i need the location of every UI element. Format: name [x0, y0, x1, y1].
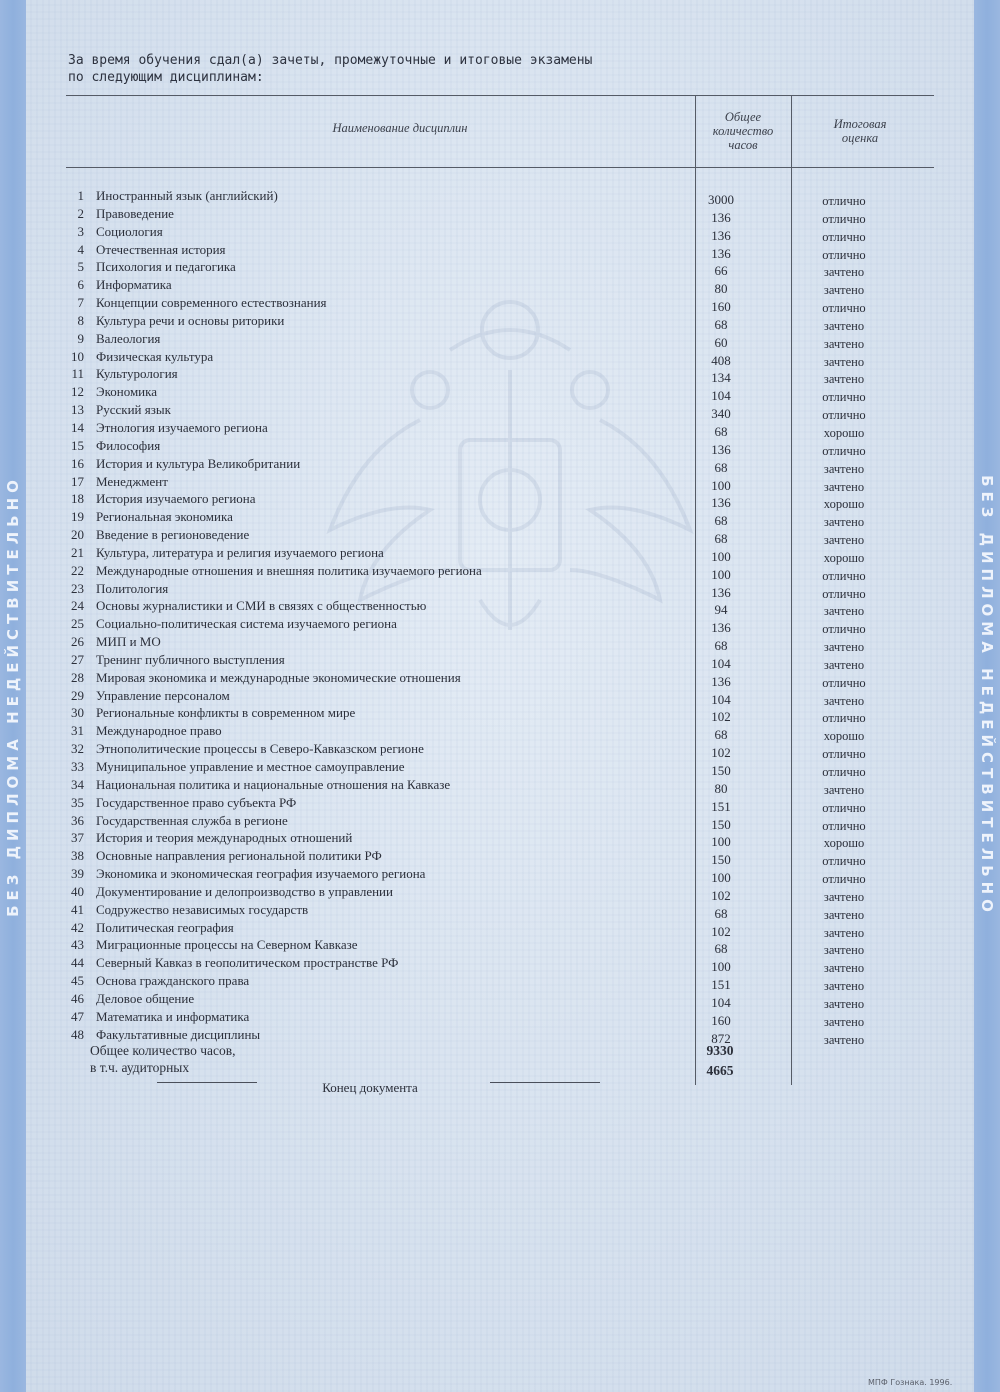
- hours-value: 102: [711, 887, 731, 903]
- hours-value: 100: [711, 834, 731, 850]
- discipline-name: Основные направления региональной политики РФ: [96, 848, 382, 864]
- discipline-name: Экономика и экономическая география изучаемого региона: [96, 866, 426, 882]
- discipline-name: Этнология изучаемого региона: [96, 419, 268, 435]
- discipline-name: Валеология: [96, 330, 161, 346]
- row-number: 28: [71, 669, 84, 685]
- row-number: 8: [77, 312, 84, 328]
- end-rule-right: [490, 1082, 600, 1083]
- hours-value: 160: [711, 1012, 731, 1028]
- grade-value: отлично: [822, 765, 866, 779]
- hours-value: 104: [711, 388, 731, 404]
- row-number: 21: [71, 544, 84, 560]
- grade-value: отлично: [822, 872, 866, 887]
- table-row: [0, 812, 1000, 833]
- discipline-name: Русский язык: [96, 402, 171, 418]
- discipline-name: Государственное право субъекта РФ: [96, 794, 297, 810]
- grade-value: хорошо: [823, 550, 865, 565]
- row-number: 32: [71, 741, 84, 757]
- table-row: [0, 258, 1000, 280]
- discipline-name: Деловое общение: [96, 990, 195, 1006]
- discipline-name: Региональные конфликты в современном мире: [96, 705, 356, 721]
- row-number: 15: [71, 437, 84, 453]
- discipline-name: Психология и педагогика: [96, 259, 236, 275]
- hours-value: 872: [711, 1030, 731, 1046]
- grade-value: зачтено: [823, 604, 865, 619]
- grade-value: зачтено: [823, 533, 865, 548]
- discipline-name: Содружество независимых государств: [96, 901, 309, 917]
- table-row: [0, 722, 1000, 744]
- table-row: [0, 294, 1000, 316]
- grade-value: зачтено: [823, 996, 865, 1011]
- table-row: [0, 704, 1000, 726]
- grade-value: хорошо: [823, 497, 865, 512]
- row-number: 45: [71, 973, 84, 989]
- table-row: [0, 580, 1000, 601]
- grade-value: отлично: [822, 443, 866, 458]
- grade-value: зачтено: [823, 907, 865, 922]
- end-rule-left: [157, 1082, 257, 1083]
- discipline-table: [0, 187, 1000, 1047]
- discipline-name: Этнополитические процессы в Северо-Кавказском регионе: [96, 741, 424, 757]
- grade-value: хорошо: [823, 729, 865, 744]
- table-row: [0, 901, 1000, 922]
- hours-value: 151: [711, 798, 731, 814]
- table-row: [0, 223, 1000, 244]
- grade-value: зачтено: [823, 515, 865, 530]
- row-number: 11: [71, 366, 84, 382]
- grade-value: зачтено: [823, 461, 865, 476]
- hours-value: 3000: [708, 192, 734, 207]
- grade-value: зачтено: [823, 479, 865, 494]
- hours-value: 151: [711, 977, 731, 993]
- discipline-name: Международные отношения и внешняя политика изучаемого региона: [96, 562, 482, 578]
- discipline-name: Северный Кавказ в геополитическом пространстве РФ: [96, 955, 399, 971]
- grade-value: зачтено: [823, 354, 865, 369]
- row-number: 35: [71, 794, 84, 810]
- row-number: 13: [71, 402, 84, 418]
- grade-value: отлично: [822, 800, 866, 815]
- hours-value: 104: [711, 994, 731, 1010]
- discipline-name: Социально-политическая система изучаемого региона: [96, 616, 397, 632]
- discipline-name: Документирование и делопроизводство в управлении: [96, 883, 393, 899]
- table-top-border: [66, 95, 934, 96]
- grade-value: зачтено: [823, 889, 865, 904]
- discipline-name: Культура, литература и религия изучаемого региона: [96, 544, 384, 560]
- hours-value: 136: [711, 620, 731, 636]
- hours-value: 100: [711, 477, 731, 493]
- grade-value: зачтено: [823, 925, 865, 940]
- discipline-name: Информатика: [96, 277, 172, 293]
- grade-value: отлично: [822, 301, 866, 316]
- hours-value: 68: [714, 638, 728, 654]
- table-row: [0, 526, 1000, 548]
- row-number: 7: [77, 295, 84, 311]
- hours-value: 136: [711, 584, 731, 600]
- table-row: [0, 954, 1000, 976]
- left-stripe-text: БЕЗ ДИПЛОМА НЕДЕЙСТВИТЕЛЬНО: [4, 475, 22, 917]
- hours-value: 100: [711, 959, 731, 975]
- hours-value: 136: [711, 441, 731, 457]
- grade-value: отлично: [822, 747, 866, 762]
- grade-value: зачтено: [823, 283, 865, 298]
- grade-value: зачтено: [823, 657, 865, 672]
- row-number: 40: [71, 883, 84, 899]
- grade-value: отлично: [822, 586, 866, 601]
- grade-value: отлично: [822, 854, 866, 869]
- table-row: [0, 544, 1000, 565]
- row-number: 46: [71, 990, 84, 1006]
- row-number: 22: [71, 562, 84, 578]
- table-row: [0, 419, 1000, 440]
- row-number: 18: [71, 491, 84, 507]
- row-number: 19: [71, 509, 84, 525]
- discipline-name: Математика и информатика: [96, 1008, 250, 1024]
- row-number: 38: [71, 848, 84, 864]
- table-row: [0, 597, 1000, 619]
- table-row: [0, 794, 1000, 815]
- grade-value: отлично: [822, 568, 866, 583]
- discipline-name: Философия: [96, 437, 161, 453]
- table-row: [0, 330, 1000, 351]
- hours-value: 136: [711, 227, 731, 243]
- table-row: [0, 490, 1000, 512]
- row-number: 47: [71, 1008, 84, 1024]
- hours-value: 68: [714, 905, 728, 921]
- printer-imprint: МПФ Гознака. 1996.: [868, 1378, 953, 1387]
- table-row: [0, 990, 1000, 1011]
- hours-value: 60: [714, 334, 728, 350]
- table-row: [0, 936, 1000, 958]
- table-row: [0, 776, 1000, 797]
- total-hours-row: [0, 1043, 1000, 1061]
- discipline-name: Политология: [96, 580, 169, 596]
- discipline-name: Менеджмент: [96, 473, 168, 489]
- row-number: 17: [71, 473, 84, 489]
- discipline-name: Мировая экономика и международные экономические отношения: [96, 669, 461, 685]
- discipline-name: МИП и МО: [96, 634, 161, 650]
- row-number: 24: [71, 598, 84, 614]
- row-number: 42: [71, 919, 84, 935]
- hours-value: 136: [711, 495, 731, 511]
- discipline-name: Факультативные дисциплины: [96, 1026, 261, 1042]
- hours-value: 102: [711, 709, 731, 725]
- classroom-hours-row: [0, 1060, 1000, 1078]
- discipline-name: Экономика: [96, 384, 158, 400]
- discipline-name: История и теория международных отношений: [96, 830, 353, 846]
- heading-line-1: За время обучения сдал(а) зачеты, промежуточные и итоговые экзамены: [68, 53, 593, 68]
- end-of-document-text: Конец документа: [322, 1080, 418, 1095]
- table-row: [0, 972, 1000, 994]
- grade-value: хорошо: [823, 425, 865, 440]
- row-number: 48: [71, 1026, 84, 1042]
- row-number: 2: [77, 205, 84, 221]
- row-number: 37: [71, 830, 84, 846]
- discipline-name: Основа гражданского права: [96, 973, 250, 989]
- grade-value: зачтено: [823, 979, 865, 994]
- hours-value: 68: [714, 531, 728, 547]
- row-number: 23: [71, 580, 84, 596]
- grade-value: зачтено: [823, 336, 865, 351]
- discipline-name: Концепции современного естествознания: [96, 295, 327, 311]
- hours-value: 102: [711, 923, 731, 939]
- document-heading: [68, 52, 668, 86]
- hours-value: 136: [711, 673, 731, 689]
- discipline-name: История изучаемого региона: [96, 491, 256, 507]
- table-row: [0, 473, 1000, 494]
- grade-value: хорошо: [823, 836, 865, 851]
- table-row: [0, 829, 1000, 851]
- row-number: 25: [71, 616, 84, 632]
- grade-value: зачтено: [823, 265, 865, 280]
- row-number: 26: [71, 634, 84, 650]
- hours-value: 136: [711, 245, 731, 261]
- table-row: [0, 669, 1000, 690]
- table-row: [0, 919, 1000, 940]
- discipline-name: Национальная политика и национальные отношения на Кавказе: [96, 776, 451, 792]
- grade-value: отлично: [822, 194, 866, 208]
- table-row: [0, 508, 1000, 530]
- hours-value: 136: [711, 209, 731, 225]
- row-number: 20: [71, 527, 84, 543]
- table-row: [0, 687, 1000, 708]
- table-row: [0, 847, 1000, 869]
- discipline-name: История и культура Великобритании: [96, 455, 301, 471]
- grade-value: отлично: [822, 622, 866, 637]
- discipline-name: Введение в регионоведение: [96, 527, 250, 543]
- row-number: 30: [71, 705, 84, 721]
- hours-value: 104: [711, 655, 731, 671]
- grade-value: отлично: [822, 211, 866, 226]
- grade-value: зачтено: [823, 640, 865, 655]
- grade-value: зачтено: [823, 961, 865, 976]
- row-number: 41: [71, 901, 84, 917]
- hours-value: 68: [714, 513, 728, 529]
- discipline-name: Региональная экономика: [96, 509, 233, 525]
- discipline-name: Физическая культура: [96, 348, 214, 364]
- table-row: [0, 883, 1000, 904]
- hours-value: 160: [711, 299, 731, 315]
- discipline-name: Муниципальное управление и местное самоуправление: [96, 759, 405, 774]
- right-stripe-text: БЕЗ ДИПЛОМА НЕДЕЙСТВИТЕЛЬНО: [978, 475, 996, 917]
- hours-value: 94: [714, 602, 728, 618]
- row-number: 39: [71, 866, 84, 882]
- discipline-name: Управление персоналом: [96, 687, 230, 703]
- grade-value: отлично: [822, 390, 866, 405]
- row-number: 10: [71, 348, 84, 364]
- hours-value: 68: [714, 316, 728, 332]
- hours-value: 150: [711, 816, 731, 832]
- table-row: [0, 1026, 1000, 1047]
- hours-value: 150: [711, 763, 731, 778]
- table-row: [0, 383, 1000, 405]
- hours-value: 104: [711, 691, 731, 707]
- table-row: [0, 312, 1000, 333]
- grade-value: отлично: [822, 229, 866, 244]
- row-number: 36: [71, 812, 84, 828]
- row-number: 4: [77, 241, 84, 257]
- total-hours-label: Общее количество часов,: [90, 1043, 236, 1058]
- row-number: 33: [71, 759, 84, 774]
- hours-value: 80: [714, 780, 728, 796]
- table-row: [0, 758, 1000, 779]
- hours-value: 100: [711, 870, 731, 886]
- row-number: 43: [71, 937, 84, 953]
- hours-value: 102: [711, 745, 731, 761]
- row-number: 12: [71, 384, 84, 400]
- discipline-name: Культура речи и основы риторики: [96, 312, 285, 328]
- table-row: [0, 348, 1000, 369]
- table-row: [0, 401, 1000, 423]
- grade-value: отлично: [822, 408, 866, 423]
- table-row: [0, 1008, 1000, 1029]
- grade-value: зачтено: [823, 1014, 865, 1029]
- row-number: 31: [71, 723, 84, 739]
- hours-value: 340: [711, 406, 731, 422]
- heading-line-2: по следующим дисциплинам:: [68, 70, 264, 85]
- classroom-hours-value: 4665: [706, 1063, 734, 1078]
- grade-value: зачтено: [823, 372, 865, 387]
- total-hours-value: 9330: [706, 1043, 734, 1058]
- table-row: [0, 437, 1000, 458]
- hours-value: 100: [711, 566, 731, 582]
- hours-value: 68: [714, 727, 728, 743]
- table-row: [0, 562, 1000, 583]
- hours-value: 66: [714, 263, 728, 279]
- grade-value: зачтено: [823, 318, 865, 333]
- column-header-hours: Общее количество часов: [712, 110, 774, 152]
- classroom-hours-label: в т.ч. аудиторных: [90, 1060, 190, 1075]
- table-row: [0, 865, 1000, 887]
- row-number: 5: [77, 259, 84, 275]
- row-number: 34: [71, 776, 84, 792]
- hours-value: 68: [714, 941, 728, 957]
- grade-value: зачтено: [823, 693, 865, 708]
- table-row: [0, 633, 1000, 655]
- table-row: [0, 651, 1000, 672]
- discipline-name: Международное право: [96, 723, 222, 739]
- grade-value: зачтено: [823, 782, 865, 797]
- discipline-name: Миграционные процессы на Северном Кавказе: [96, 937, 358, 953]
- row-number: 14: [71, 419, 84, 435]
- discipline-name: Политическая география: [96, 919, 234, 935]
- table-header-border: [66, 167, 934, 168]
- hours-value: 408: [711, 352, 731, 368]
- discipline-name: Социология: [96, 223, 163, 239]
- hours-value: 80: [714, 281, 728, 297]
- grade-value: отлично: [822, 711, 866, 726]
- hours-value: 150: [711, 852, 731, 868]
- column-header-discipline: Наименование дисциплин: [332, 121, 468, 135]
- discipline-name: Правоведение: [96, 205, 174, 221]
- row-number: 29: [71, 687, 84, 703]
- hours-value: 68: [714, 423, 728, 439]
- row-number: 27: [71, 651, 84, 667]
- table-row: [0, 365, 1000, 387]
- discipline-name: Основы журналистики и СМИ в связях с общественностью: [96, 598, 427, 614]
- table-row: [0, 241, 1000, 262]
- hours-value: 134: [711, 370, 731, 386]
- grade-value: отлично: [822, 675, 866, 690]
- table-row: [0, 615, 1000, 637]
- row-number: 44: [71, 955, 84, 971]
- row-number: 3: [77, 223, 84, 239]
- discipline-name: Отечественная история: [96, 241, 226, 257]
- table-row: [0, 205, 1000, 226]
- table-row: [0, 187, 1000, 208]
- hours-value: 68: [714, 459, 728, 475]
- column-header-grade: Итоговая оценка: [833, 117, 887, 145]
- row-number: 16: [71, 455, 84, 471]
- discipline-name: Культурология: [96, 366, 178, 382]
- table-row: [0, 276, 1000, 298]
- grade-value: зачтено: [823, 943, 865, 958]
- row-number: 1: [77, 188, 84, 203]
- table-row: [0, 740, 1000, 762]
- grade-value: зачтено: [823, 1032, 865, 1047]
- table-row: [0, 455, 1000, 476]
- grade-value: отлично: [822, 247, 866, 262]
- discipline-name: Государственная служба в регионе: [96, 812, 288, 828]
- row-number: 9: [77, 330, 84, 346]
- hours-value: 100: [711, 548, 731, 564]
- row-number: 6: [77, 277, 84, 293]
- grade-value: отлично: [822, 818, 866, 833]
- discipline-name: Тренинг публичного выступления: [96, 651, 285, 667]
- discipline-name: Иностранный язык (английский): [96, 188, 278, 203]
